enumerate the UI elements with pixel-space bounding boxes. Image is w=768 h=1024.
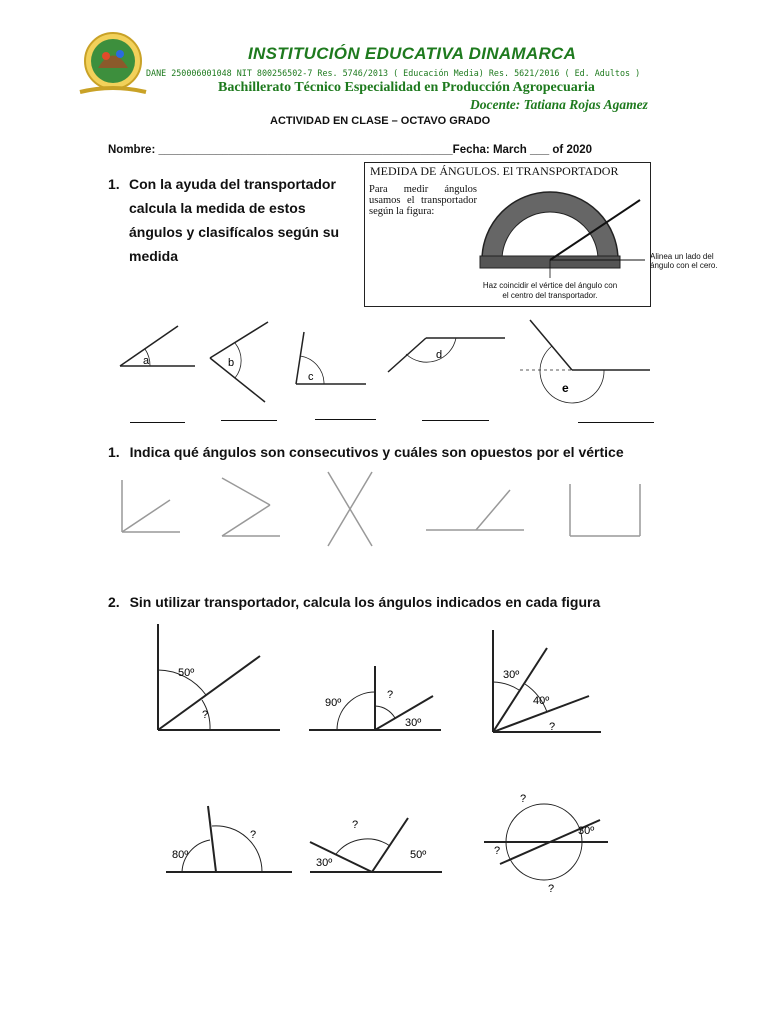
answer-blank-b[interactable]	[221, 419, 277, 421]
figure-1-label-2: ?	[202, 709, 209, 721]
consecutive-opposite-figures	[110, 470, 660, 550]
figure-2	[305, 660, 445, 740]
angle-a	[120, 326, 195, 366]
school-name: INSTITUCIÓN EDUCATIVA DINAMARCA	[248, 44, 577, 63]
program-line: Bachillerato Técnico Especialidad en Producción Agropecuaria	[218, 80, 595, 95]
figure-2-label-2: ?	[387, 689, 394, 701]
figure-1	[150, 620, 290, 740]
question-number: 1.	[108, 444, 120, 460]
protractor-illustration	[470, 180, 650, 280]
figure-6-label-3: ?	[494, 845, 501, 857]
figure-3-label-3: ?	[549, 721, 556, 733]
angle-d	[388, 338, 505, 372]
figure-4-label-2: ?	[250, 829, 257, 841]
figure-4	[162, 800, 297, 880]
angles-to-measure	[110, 312, 670, 412]
question-number: 1.	[108, 176, 120, 192]
school-logo	[70, 28, 156, 100]
angle-label-a: a	[143, 355, 150, 367]
answer-blank-c[interactable]	[315, 418, 376, 420]
question-text: Indica qué ángulos son consecutivos y cuáles son opuestos por el vértice	[129, 444, 624, 460]
figure-5-label-3: 50º	[410, 849, 427, 861]
name-date-line: Nombre: ______________________________________________Fecha: March ___ of 2020	[108, 144, 593, 156]
angle-b	[210, 322, 268, 402]
protractor-box-title: MEDIDA DE ÁNGULOS. El TRANSPORTADOR	[370, 164, 619, 178]
angle-e	[520, 320, 650, 403]
figure-6	[480, 790, 610, 894]
figure-5-label-2: 30º	[316, 857, 333, 869]
protractor-note-align: Alinea un lado del ángulo con el cero.	[650, 252, 718, 270]
figure-5-label-1: ?	[352, 819, 359, 831]
registry-line: DANE 250006001048 NIT 800256502-7 Res. 5746/2013 ( Educación Media) Res. 5621/2016 ( Ed. Adultos )	[146, 68, 641, 78]
figure-3	[485, 628, 605, 740]
angle-label-d: d	[436, 349, 443, 361]
activity-title: ACTIVIDAD EN CLASE – OCTAVO GRADO	[270, 115, 491, 127]
figure-3-label-2: 40º	[533, 695, 550, 707]
question-2	[108, 440, 624, 464]
answer-blank-a[interactable]	[130, 421, 185, 423]
protractor-note-center: Haz coincidir el vértice del ángulo con el centro del transportador.	[482, 281, 618, 300]
figure-2-label-1: 90º	[325, 697, 342, 709]
angle-c	[296, 332, 366, 384]
figure-6-label-4: ?	[548, 883, 555, 894]
answer-blank-d[interactable]	[422, 419, 489, 421]
figure-5	[306, 808, 446, 880]
figure-2-label-3: 30º	[405, 717, 422, 729]
figure-3-label-1: 30º	[503, 669, 520, 681]
figure-6-label-1: ?	[520, 793, 527, 805]
angle-label-b: b	[228, 357, 235, 369]
protractor-box-text: Para medir ángulos usamos el transportador según la figura:	[369, 184, 477, 217]
teacher-line: Docente: Tatiana Rojas Agamez	[470, 97, 648, 112]
question-3	[108, 590, 600, 614]
figure-1-label-1: 50º	[178, 667, 195, 679]
question-text: Sin utilizar transportador, calcula los ángulos indicados en cada figura	[129, 594, 601, 610]
question-text: Con la ayuda del transportador calcula la medida de estos ángulos y clasifícalos según su medida	[129, 176, 340, 264]
figure-6-label-2: 30º	[578, 825, 595, 837]
figure-4-label-1: 80º	[172, 849, 189, 861]
question-number: 2.	[108, 594, 120, 610]
angle-label-c: c	[308, 371, 314, 383]
angle-label-e: e	[562, 381, 569, 395]
answer-blank-e[interactable]	[578, 421, 654, 423]
